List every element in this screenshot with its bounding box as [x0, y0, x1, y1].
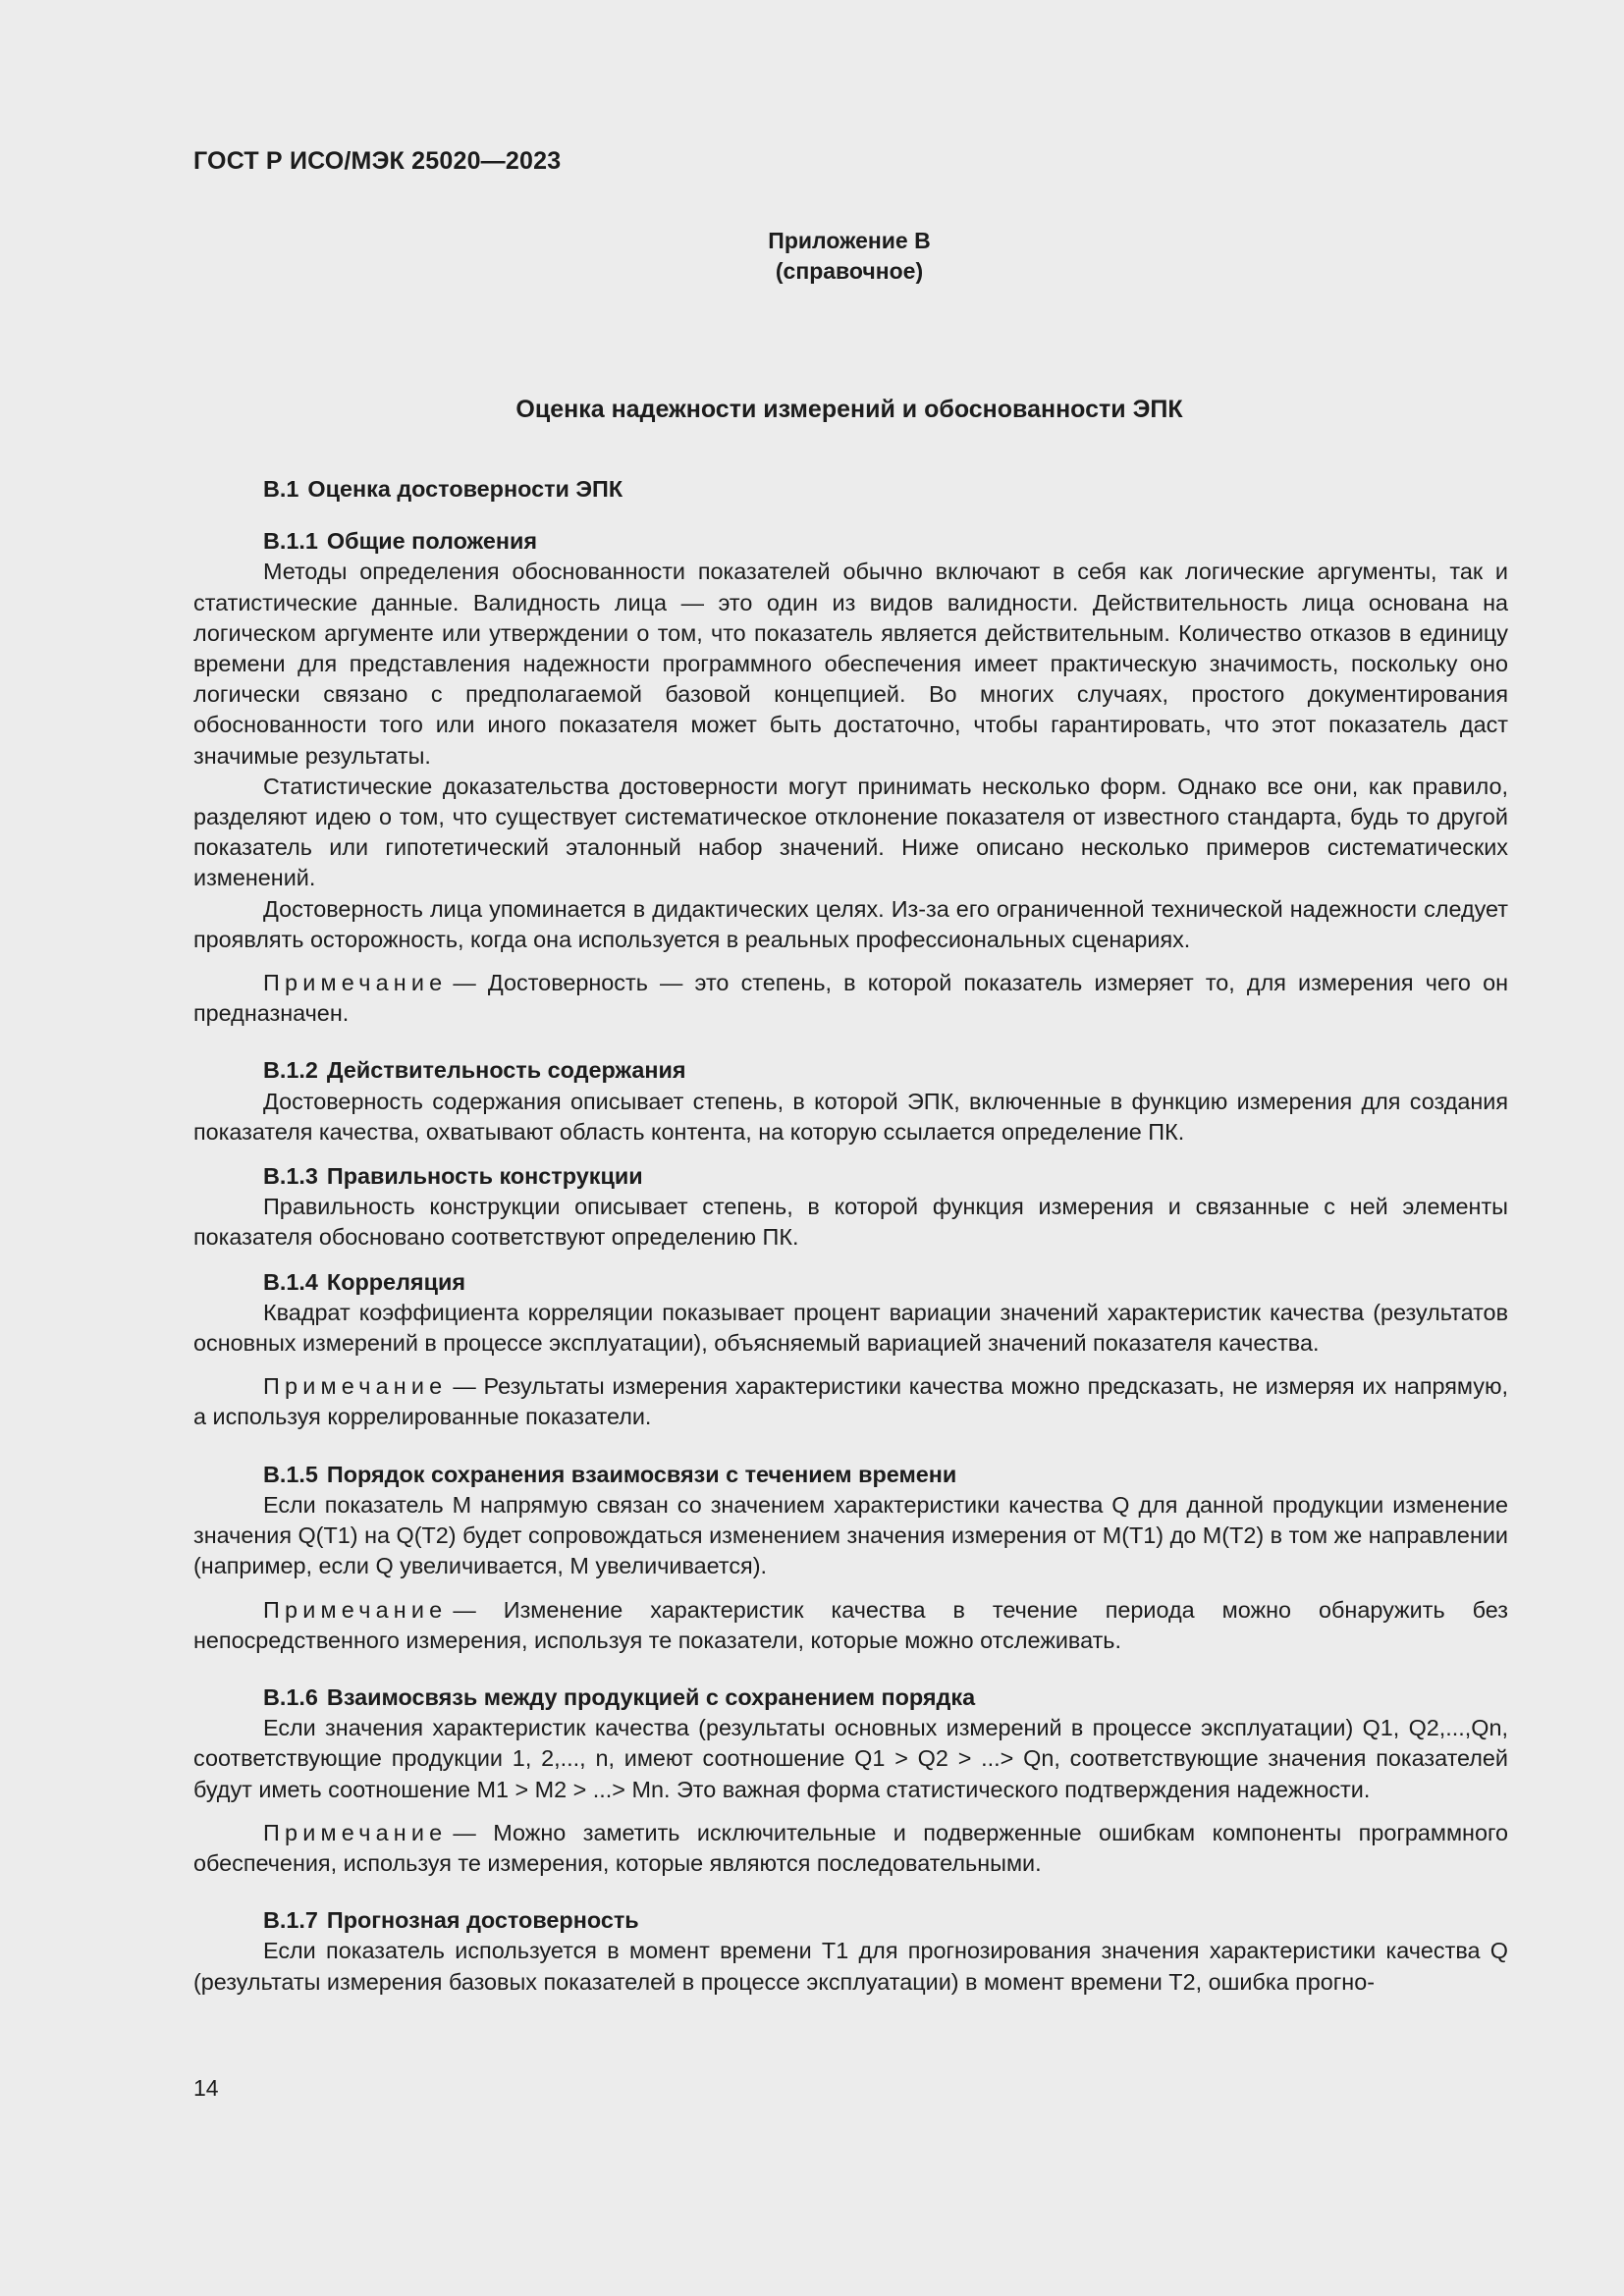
subsection-title: Прогнозная достоверность: [326, 1907, 639, 1934]
section-heading: [193, 474, 1508, 505]
appendix-heading: [0, 226, 1624, 287]
note-label: Примечание: [263, 1373, 448, 1400]
note-label: Примечание: [263, 1819, 448, 1845]
paragraph: Если показатель используется в момент времени T1 для прогнозирования значения характеристики качества Q (результаты измерения базовых показателей в процессе эксплуатации) в момент времени T2, ошибка прогно-: [193, 1938, 1508, 1995]
subsection-title: Действительность содержания: [326, 1057, 686, 1084]
appendix-kind: (справочное): [775, 258, 924, 284]
subsection-number: B.1.3: [263, 1163, 318, 1190]
subsection-heading: [193, 1161, 1508, 1192]
subsection-heading: [193, 526, 1508, 557]
subsection-title: Взаимосвязь между продукцией с сохранением порядка: [326, 1683, 976, 1710]
subsection-number: B.1.2: [263, 1057, 318, 1084]
paragraph: Квадрат коэффициента корреляции показывает процент вариации значений характеристик качества (результатов основных измерений в процессе эксплуатации), объясняемый вариацией значений показателя качества.: [193, 1299, 1508, 1357]
section-number: B.1: [263, 476, 299, 502]
paragraph: Правильность конструкции описывает степень, в которой функция измерения и связанные с ней элементы показателя обосновано соответствуют определению ПК.: [193, 1194, 1508, 1251]
note-text: — Изменение характеристик качества в течение периода можно обнаружить без непосредственного измерения, используя те показатели, которые можно отслеживать.: [193, 1596, 1508, 1653]
standard-code-header: ГОСТ Р ИСО/МЭК 25020—2023: [193, 147, 562, 175]
note-label: Примечание: [263, 970, 448, 996]
note-label: Примечание: [263, 1596, 448, 1623]
section-title: Оценка достоверности ЭПК: [307, 476, 623, 502]
note-text: — Достоверность — это степень, в которой показатель измеряет то, для измерения чего он предназначен.: [193, 970, 1508, 1027]
subsection-number: B.1.7: [263, 1907, 318, 1934]
subsection-title: Корреляция: [326, 1268, 465, 1295]
paragraph: Если значения характеристик качества (результаты основных измерений в процессе эксплуатации) Q1, Q2,...,Qn, соответствующие продукции 1, 2,..., n, имеют соотношение Q1 > Q2 > ...> Qn, соответствующие значения показателей будут иметь соотношение M1 > M2 > ...> Mn. Это важная форма статистического подтверждения надежности.: [193, 1715, 1508, 1802]
appendix-name: Приложение B: [768, 228, 931, 253]
note-paragraph: [193, 1595, 1508, 1656]
subsection-number: B.1.4: [263, 1268, 318, 1295]
paragraph: Методы определения обоснованности показателей обычно включают в себя как логические аргументы, так и статистические данные. Валидность лица — это один из видов валидности. Действительность лица основана на логическом аргументе или утверждении о том, что показатель является действительным. Количество отказов в единицу времени для представления надежности программного обеспечения имеет практическую значимость, поскольку оно логически связано с предполагаемой базовой концепцией. Во многих случаях, простого документирования обоснованности того или иного показателя может быть достаточно, чтобы гарантировать, что этот показатель даст значимые результаты.: [193, 559, 1508, 769]
paragraph: Если показатель M напрямую связан со значением характеристики качества Q для данной продукции изменение значения Q(T1) на Q(T2) будет сопровождаться изменением значения измерения от M(T1) до M(T2) в том же направлении (например, если Q увеличивается, M увеличивается).: [193, 1491, 1508, 1579]
subsection-title: Порядок сохранения взаимосвязи с течением времени: [326, 1461, 957, 1487]
note-paragraph: [193, 968, 1508, 1029]
subsection-title: Правильность конструкции: [326, 1163, 643, 1190]
subsection-heading: [193, 1055, 1508, 1086]
paragraph: Достоверность лица упоминается в дидактических целях. Из-за его ограниченной технической надежности следует проявлять осторожность, когда она используется в реальных профессиональных сценариях.: [193, 895, 1508, 952]
note-text: — Можно заметить исключительные и подверженные ошибкам компоненты программного обеспечения, используя те измерения, которые являются последовательными.: [193, 1819, 1508, 1876]
subsection-heading: [193, 1460, 1508, 1490]
document-body: [193, 474, 1508, 1998]
note-paragraph: [193, 1818, 1508, 1879]
appendix-title: Оценка надежности измерений и обоснованности ЭПК: [515, 396, 1183, 423]
subsection-number: B.1.1: [263, 528, 318, 555]
subsection-heading: [193, 1905, 1508, 1936]
page-number: 14: [193, 2075, 219, 2101]
subsection-number: B.1.5: [263, 1461, 318, 1487]
note-paragraph: [193, 1371, 1508, 1432]
paragraph: Статистические доказательства достоверности могут принимать несколько форм. Однако все они, как правило, разделяют идею о том, что существует систематическое отклонение показателя от известного стандарта, будь то другой показатель или гипотетический эталонный набор значений. Ниже описано несколько примеров систематических изменений.: [193, 773, 1508, 891]
paragraph: Достоверность содержания описывает степень, в которой ЭПК, включенные в функцию измерения для создания показателя качества, охватывают область контента, на которую ссылается определение ПК.: [193, 1088, 1508, 1145]
subsection-number: B.1.6: [263, 1683, 318, 1710]
note-text: — Результаты измерения характеристики качества можно предсказать, не измеряя их напрямую, а используя коррелированные показатели.: [193, 1373, 1508, 1430]
subsection-heading: [193, 1682, 1508, 1713]
subsection-heading: [193, 1267, 1508, 1298]
subsection-title: Общие положения: [326, 528, 537, 555]
